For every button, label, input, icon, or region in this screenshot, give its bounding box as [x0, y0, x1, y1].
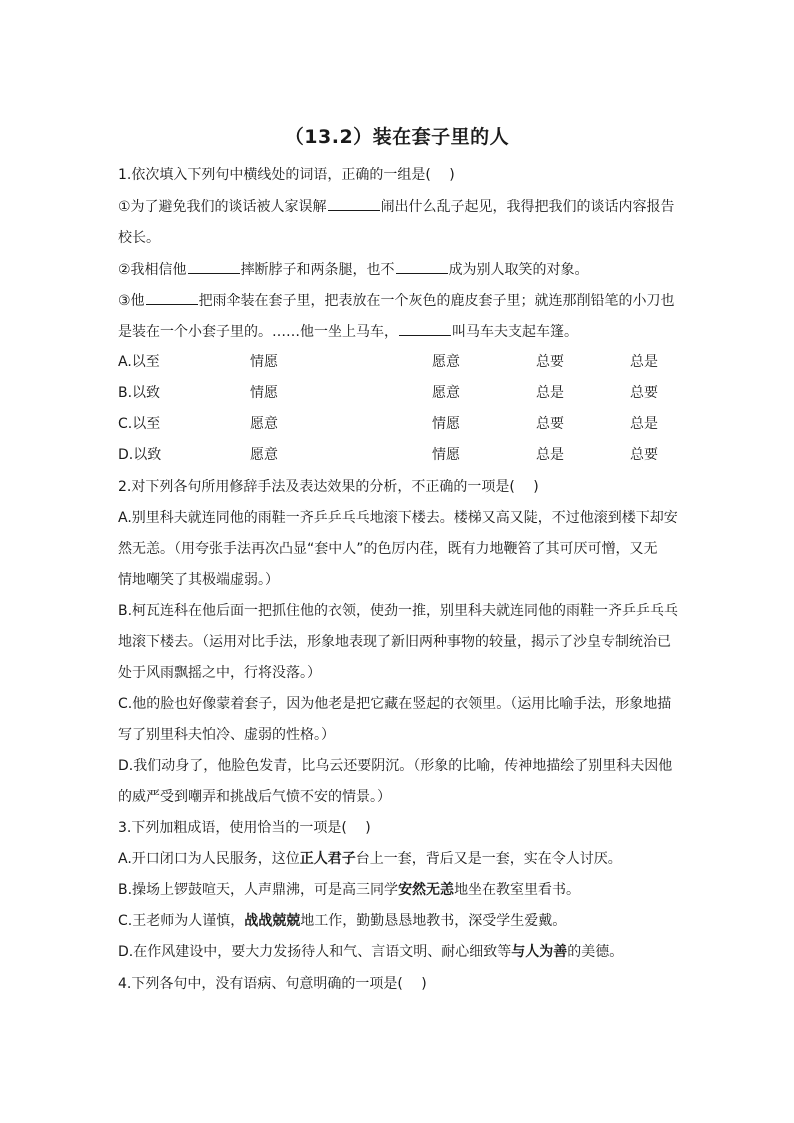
q2-option-b-line-2: 地滚下楼去。（运用对比手法，形象地表现了新旧两种事物的较量，揭示了沙皇专制统治已 [118, 634, 671, 650]
q1-sentence-1-line-2: 校长。 [118, 230, 160, 246]
q2-option-c-line-2: 写了别里科夫怕冷、虚弱的性格。） [118, 727, 335, 743]
fill-blank-3 [396, 259, 448, 274]
question-1-stem: 1.依次填入下列句中横线处的词语，正确的一组是( ) [118, 167, 455, 183]
q1-s1-text-a: ①为了避免我们的谈话被人家误解 [118, 199, 327, 215]
q2-option-a-line-2: 然无恙。（用夸张手法再次凸显“套中人”的色厉内荏，既有力地鞭笞了其可厌可憎，又无 [118, 541, 658, 557]
q3-a-text-post: 台上一套，背后又是一套，实在令人讨厌。 [355, 851, 622, 867]
q3-c-text-post: 地工作，勤勤恳恳地教书，深受学生爱戴。 [300, 913, 567, 929]
q3-option-b [118, 880, 678, 900]
option-cell: 总要 [630, 447, 658, 463]
q1-sentence-2 [118, 259, 678, 280]
q2-option-d-line-2: 的威严受到嘲弄和挑战后气愤不安的情景。） [118, 789, 391, 805]
q2-option-a-line-3: 情地嘲笑了其极端虚弱。） [118, 572, 279, 588]
option-cell: A.以至 [118, 354, 160, 370]
q3-d-text-post: 的美德。 [567, 944, 624, 960]
q3-option-a [118, 849, 678, 869]
option-cell: 总是 [630, 416, 658, 432]
option-cell: 情愿 [250, 385, 278, 401]
q1-s3-text-a: ③他 [118, 293, 145, 309]
option-cell: 总是 [536, 447, 564, 463]
q3-option-c [118, 911, 678, 931]
q2-option-b-line-3: 处于风雨飘摇之中，行将没落。） [118, 665, 321, 681]
q1-s3-text-c: 是装在一个小套子里的。……他一坐上马车， [118, 324, 398, 340]
q2-option-a-line-1: A.别里科夫就连同他的雨鞋一齐乒乒乓乓地滚下楼去。楼梯又高又陡，不过他滚到楼下却安 [118, 510, 678, 526]
q3-d-text-pre: D.在作风建设中，要大力发扬待人和气、言语文明、耐心细致等 [118, 944, 512, 960]
q1-s1-text-b: 闹出什么乱子起见，我得把我们的谈话内容报告 [380, 199, 675, 215]
q1-option-c [118, 414, 678, 434]
q1-s2-text-c: 成为别人取笑的对象。 [448, 262, 589, 278]
option-cell: 愿意 [250, 416, 278, 432]
fill-blank-2 [188, 259, 240, 274]
q1-sentence-1-line-1 [118, 196, 678, 217]
option-cell: 情愿 [432, 416, 460, 432]
fill-blank-1 [328, 196, 380, 211]
option-cell: 总是 [630, 354, 658, 370]
option-cell: 总要 [536, 354, 564, 370]
q2-option-b-line-1: B.柯瓦连科在他后面一把抓住他的衣领，使劲一推，别里科夫就连同他的雨鞋一齐乒乒乓乓 [118, 603, 679, 619]
option-cell: B.以致 [118, 385, 161, 401]
q1-sentence-3-line-1 [118, 290, 678, 311]
option-cell: 情愿 [250, 354, 278, 370]
q1-s2-text-a: ②我相信他 [118, 262, 187, 278]
option-cell: 总要 [630, 385, 658, 401]
fill-blank-4 [146, 290, 198, 305]
q1-option-b [118, 383, 678, 403]
option-cell: 愿意 [432, 385, 460, 401]
option-cell: 总是 [536, 385, 564, 401]
fill-blank-5 [399, 321, 451, 336]
q3-a-idiom: 正人君子 [299, 851, 356, 867]
option-cell: 愿意 [250, 447, 278, 463]
option-cell: 愿意 [432, 354, 460, 370]
q3-option-d [118, 942, 678, 962]
option-cell: D.以致 [118, 447, 162, 463]
q3-d-idiom: 与人为善 [511, 944, 568, 960]
question-3-stem: 3.下列加粗成语，使用恰当的一项是( ) [118, 820, 371, 836]
question-2-stem: 2.对下列各句所用修辞手法及表达效果的分析，不正确的一项是( ) [118, 479, 539, 495]
q3-b-idiom: 安然无恙 [398, 882, 455, 898]
q1-s2-text-b: 摔断脖子和两条腿，也不 [240, 262, 395, 278]
q1-s3-text-d: 叫马车夫支起车篷。 [452, 324, 578, 340]
option-cell: 情愿 [432, 447, 460, 463]
q2-option-c-line-1: C.他的脸也好像蒙着套子，因为他老是把它藏在竖起的衣领里。（运用比喻手法，形象地描 [118, 696, 672, 712]
q3-c-text-pre: C.王老师为人谨慎， [118, 913, 245, 929]
q3-c-idiom: 战战兢兢 [244, 913, 301, 929]
option-cell: 总要 [536, 416, 564, 432]
q1-option-d [118, 445, 678, 465]
question-4-stem: 4.下列各句中，没有语病、句意明确的一项是( ) [118, 976, 427, 992]
q1-s3-text-b: 把雨伞装在套子里，把表放在一个灰色的鹿皮套子里；就连那削铅笔的小刀也 [198, 293, 675, 309]
q3-b-text-post: 地坐在教室里看书。 [454, 882, 581, 898]
option-cell: C.以至 [118, 416, 161, 432]
document-title: （13.2）装在套子里的人 [284, 126, 510, 148]
q1-option-a [118, 352, 678, 372]
q1-sentence-3-line-2 [118, 321, 678, 342]
q3-b-text-pre: B.操场上锣鼓喧天，人声鼎沸，可是高三同学 [118, 882, 399, 898]
q3-a-text-pre: A.开口闭口为人民服务，这位 [118, 851, 300, 867]
q2-option-d-line-1: D.我们动身了，他脸色发青，比乌云还要阴沉。（形象的比喻，传神地描绘了别里科夫因他 [118, 758, 673, 774]
